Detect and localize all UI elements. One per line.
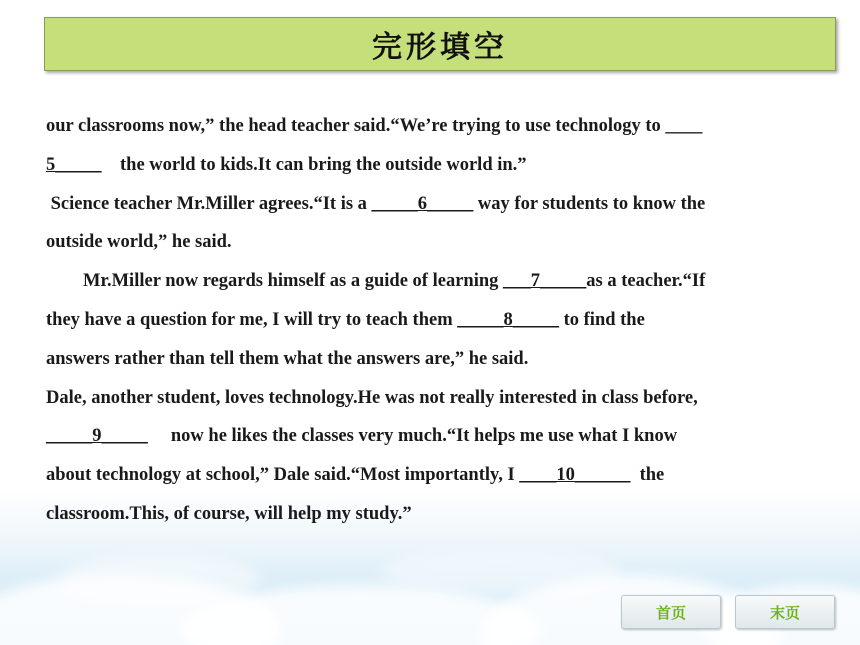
passage-text: Dale, another student, loves technology.He was not really interested in class before, xyxy=(46,387,698,408)
passage-line xyxy=(46,301,836,340)
passage-text: about technology at school,” Dale said.“Most importantly, I xyxy=(46,465,520,486)
passage-line xyxy=(46,379,836,418)
passage-line xyxy=(46,107,836,146)
passage-line xyxy=(46,262,836,301)
passage-line xyxy=(46,456,836,495)
page-title: 完形填空 xyxy=(372,30,508,65)
passage-text: answers rather than tell them what the answers are,” he said. xyxy=(46,348,529,369)
passage-text: they have a question for me, I will try to teach them xyxy=(46,309,458,330)
passage-text: to find the xyxy=(558,309,645,330)
passage-text: our classrooms now,” the head teacher said.“We’re trying to use technology to ____ xyxy=(46,116,703,136)
blank-7: ___7_____ xyxy=(503,271,587,292)
blank-5: 5_____ xyxy=(46,154,102,175)
blank-8: _____8_____ xyxy=(457,309,559,330)
passage-text: Mr.Miller now regards himself as a guide of learning xyxy=(46,271,503,292)
last-page-button[interactable] xyxy=(735,595,835,629)
passage-text: outside world,” he said. xyxy=(46,232,232,253)
blank-10: ____10______ xyxy=(519,465,631,486)
passage-text: now he likes the classes very much.“It helps me use what I know xyxy=(147,426,678,447)
passage-line xyxy=(46,495,836,534)
passage-text: the world to kids.It can bring the outside world in.” xyxy=(101,154,527,175)
passage-text: classroom.This, of course, will help my study.” xyxy=(46,503,412,524)
passage-text: Science teacher Mr.Miller agrees.“It is a xyxy=(46,193,372,214)
first-page-button[interactable] xyxy=(621,595,721,629)
passage-line xyxy=(46,185,836,224)
passage-line xyxy=(46,223,836,262)
blank-9: _____9_____ xyxy=(46,426,148,447)
first-page-label: 首页 xyxy=(655,603,686,622)
passage xyxy=(46,107,836,534)
passage-text: as a teacher.“If xyxy=(586,271,706,292)
passage-line xyxy=(46,417,836,456)
passage-text: the xyxy=(630,465,665,486)
last-page-label: 末页 xyxy=(769,603,800,622)
blank-6: _____6_____ xyxy=(371,193,474,214)
passage-line xyxy=(46,146,836,185)
passage-text: way for students to know the xyxy=(473,193,706,214)
title-bar xyxy=(44,17,836,71)
passage-line xyxy=(46,340,836,379)
